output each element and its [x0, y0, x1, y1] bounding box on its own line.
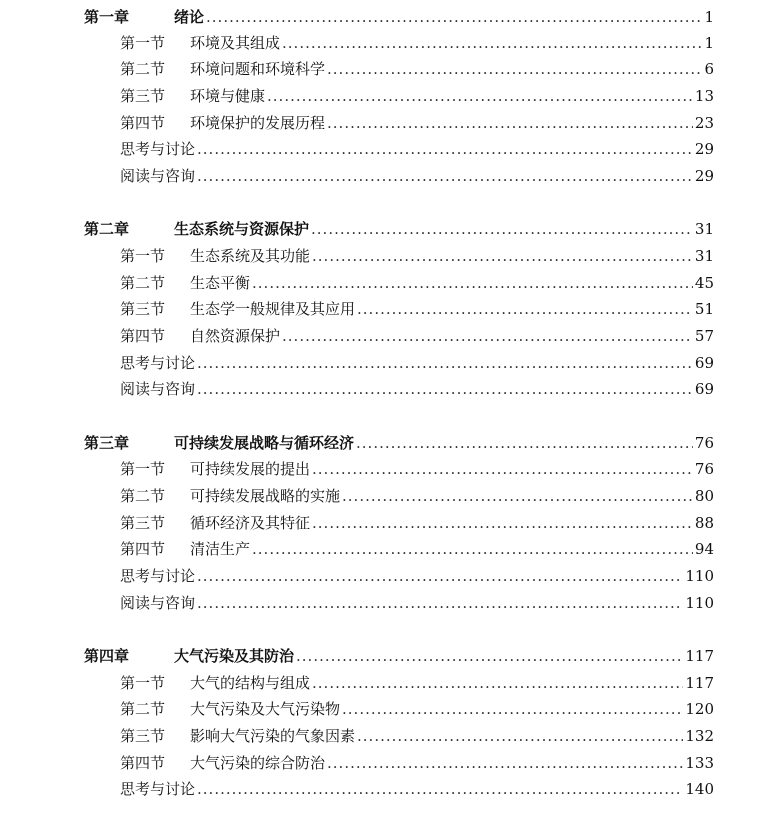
dot-leader — [206, 6, 702, 28]
chapter-title: 生态系统与资源保护 — [174, 220, 310, 238]
dot-leader — [197, 352, 693, 374]
page-number: 94 — [694, 540, 714, 558]
section-title: 清洁生产 — [190, 540, 251, 558]
toc-entry[interactable] — [120, 485, 714, 507]
section-number: 第四节 — [120, 540, 166, 558]
page-number: 31 — [694, 247, 714, 265]
section-number: 第二节 — [120, 700, 166, 718]
section-title: 大气污染及大气污染物 — [190, 700, 341, 718]
chapter-number: 第三章 — [84, 434, 130, 452]
section-title: 思考与讨论 — [120, 140, 196, 158]
section-number: 第四节 — [120, 754, 166, 772]
dot-leader — [252, 538, 693, 560]
toc-entry[interactable] — [120, 512, 714, 534]
dot-leader — [327, 58, 702, 80]
toc-entry[interactable] — [120, 378, 714, 400]
toc-entry[interactable] — [120, 725, 714, 747]
chapter-number: 第四章 — [84, 647, 130, 665]
section-title: 影响大气污染的气象因素 — [190, 727, 356, 745]
chapter-title: 大气污染及其防治 — [174, 647, 295, 665]
toc-entry[interactable] — [120, 565, 714, 587]
toc-entry[interactable] — [120, 138, 714, 160]
page-number: 140 — [685, 780, 714, 798]
dot-leader — [312, 672, 683, 694]
page-number: 1 — [704, 8, 714, 26]
dot-leader — [252, 272, 693, 294]
toc-entry[interactable] — [120, 778, 714, 800]
page-number: 80 — [694, 487, 714, 505]
toc-entry[interactable] — [120, 58, 714, 80]
dot-leader — [312, 458, 693, 480]
dot-leader — [342, 698, 683, 720]
page-number: 45 — [694, 274, 714, 292]
dot-leader — [267, 85, 693, 107]
page-number: 110 — [685, 594, 714, 612]
dot-leader — [197, 378, 693, 400]
section-title: 阅读与咨询 — [120, 380, 196, 398]
section-title: 生态平衡 — [190, 274, 251, 292]
section-number: 第三节 — [120, 727, 166, 745]
dot-leader — [312, 512, 693, 534]
section-title: 环境与健康 — [190, 87, 266, 105]
page-number: 132 — [685, 727, 714, 745]
dot-leader — [327, 752, 683, 774]
page-number: 133 — [685, 754, 714, 772]
page-number: 29 — [694, 140, 714, 158]
dot-leader — [311, 218, 693, 240]
chapter-2-heading[interactable] — [84, 218, 714, 240]
toc-entry[interactable] — [120, 298, 714, 320]
dot-leader — [282, 32, 702, 54]
page-number: 110 — [685, 567, 714, 585]
toc-entry[interactable] — [120, 672, 714, 694]
dot-leader — [357, 725, 683, 747]
dot-leader — [197, 138, 693, 160]
dot-leader — [296, 645, 683, 667]
page-number: 69 — [694, 380, 714, 398]
page-number: 31 — [694, 220, 714, 238]
chapter-1-heading[interactable] — [84, 6, 714, 28]
toc-entry[interactable] — [120, 592, 714, 614]
section-number: 第三节 — [120, 514, 166, 532]
chapter-4-heading[interactable] — [84, 645, 714, 667]
page-number: 76 — [694, 460, 714, 478]
page-number: 6 — [704, 60, 714, 78]
section-title: 思考与讨论 — [120, 354, 196, 372]
section-title: 环境保护的发展历程 — [190, 114, 326, 132]
section-title: 可持续发展的提出 — [190, 460, 311, 478]
section-number: 第一节 — [120, 247, 166, 265]
dot-leader — [342, 485, 693, 507]
section-number: 第二节 — [120, 60, 166, 78]
page-number: 76 — [694, 434, 714, 452]
section-number: 第一节 — [120, 34, 166, 52]
dot-leader — [357, 298, 693, 320]
toc-entry[interactable] — [120, 325, 714, 347]
section-title: 循环经济及其特征 — [190, 514, 311, 532]
section-number: 第二节 — [120, 274, 166, 292]
section-number: 第三节 — [120, 87, 166, 105]
toc-entry[interactable] — [120, 752, 714, 774]
section-title: 环境问题和环境科学 — [190, 60, 326, 78]
page-number: 1 — [704, 34, 714, 52]
section-number: 第一节 — [120, 674, 166, 692]
dot-leader — [197, 565, 683, 587]
section-title: 自然资源保护 — [190, 327, 281, 345]
page-number: 57 — [694, 327, 714, 345]
section-title: 大气污染的综合防治 — [190, 754, 326, 772]
section-title: 思考与讨论 — [120, 780, 196, 798]
toc-entry[interactable] — [120, 85, 714, 107]
toc-entry[interactable] — [120, 698, 714, 720]
page-number: 117 — [685, 674, 714, 692]
dot-leader — [197, 592, 683, 614]
section-title: 思考与讨论 — [120, 567, 196, 585]
chapter-number: 第一章 — [84, 8, 130, 26]
section-number: 第四节 — [120, 114, 166, 132]
section-title: 大气的结构与组成 — [190, 674, 311, 692]
section-number: 第三节 — [120, 300, 166, 318]
page-number: 51 — [694, 300, 714, 318]
page-number: 88 — [694, 514, 714, 532]
section-title: 阅读与咨询 — [120, 594, 196, 612]
chapter-title: 可持续发展战略与循环经济 — [174, 434, 355, 452]
toc-entry[interactable] — [120, 352, 714, 374]
dot-leader — [197, 778, 683, 800]
section-title: 可持续发展战略的实施 — [190, 487, 341, 505]
page-number: 23 — [694, 114, 714, 132]
toc-entry[interactable] — [120, 112, 714, 134]
section-title: 环境及其组成 — [190, 34, 281, 52]
toc-entry[interactable] — [120, 245, 714, 267]
page-number: 69 — [694, 354, 714, 372]
section-number: 第四节 — [120, 327, 166, 345]
dot-leader — [356, 432, 693, 454]
section-title: 阅读与咨询 — [120, 167, 196, 185]
section-number: 第二节 — [120, 487, 166, 505]
toc-entry[interactable] — [120, 538, 714, 560]
page-number: 117 — [685, 647, 714, 665]
page-number: 13 — [694, 87, 714, 105]
dot-leader — [327, 112, 693, 134]
page-number: 120 — [685, 700, 714, 718]
dot-leader — [197, 165, 693, 187]
section-title: 生态学一般规律及其应用 — [190, 300, 356, 318]
page-number: 29 — [694, 167, 714, 185]
toc-entry[interactable] — [120, 32, 714, 54]
section-title: 生态系统及其功能 — [190, 247, 311, 265]
chapter-title: 绪论 — [174, 8, 205, 26]
chapter-3-heading[interactable] — [84, 432, 714, 454]
dot-leader — [312, 245, 693, 267]
toc-entry[interactable] — [120, 165, 714, 187]
dot-leader — [282, 325, 693, 347]
section-number: 第一节 — [120, 460, 166, 478]
toc-entry[interactable] — [120, 458, 714, 480]
toc-entry[interactable] — [120, 272, 714, 294]
chapter-number: 第二章 — [84, 220, 130, 238]
